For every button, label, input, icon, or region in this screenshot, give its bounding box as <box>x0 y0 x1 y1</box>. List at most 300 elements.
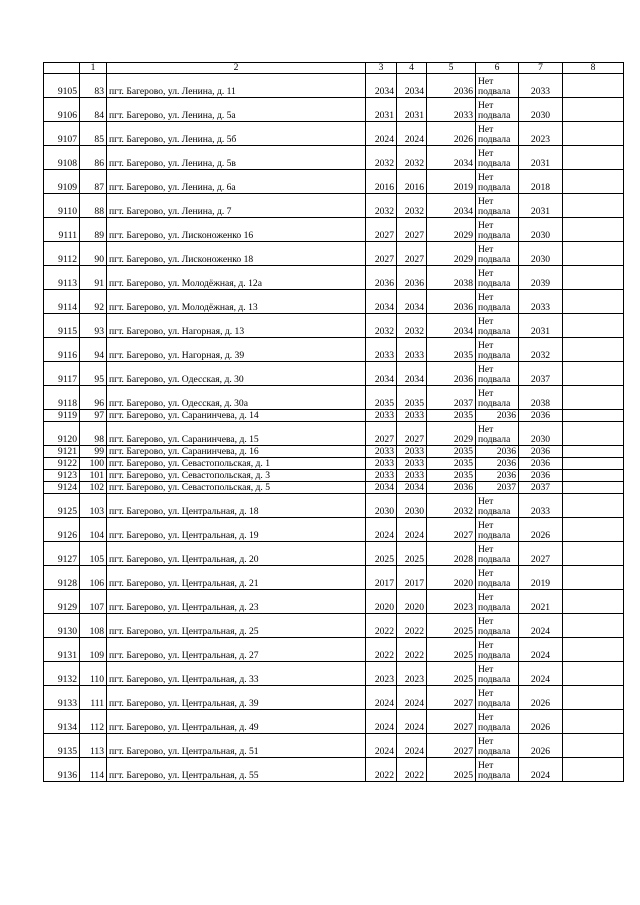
col6-cell <box>476 362 519 386</box>
table-row <box>44 242 624 266</box>
col5-cell: 2029 <box>427 422 476 446</box>
row-number-cell: 103 <box>80 494 107 518</box>
col3-cell: 2027 <box>366 218 397 242</box>
basement-status-line1: Нет <box>478 640 494 651</box>
col6-cell: 2036 <box>476 410 519 422</box>
col3-cell: 2033 <box>366 410 397 422</box>
col7-cell: 2024 <box>519 614 563 638</box>
col5-cell: 2036 <box>427 362 476 386</box>
col8-cell <box>563 494 624 518</box>
table-row <box>44 290 624 314</box>
table-row <box>44 638 624 662</box>
col8-cell <box>563 146 624 170</box>
col3-cell: 2027 <box>366 422 397 446</box>
basement-status-line1: Нет <box>478 244 494 255</box>
header-cell-7: 7 <box>519 63 563 74</box>
col7-cell: 2026 <box>519 686 563 710</box>
col6-cell <box>476 218 519 242</box>
basement-status-line2: подвала <box>478 650 511 661</box>
col4-cell: 2025 <box>397 542 427 566</box>
row-id-cell: 9119 <box>44 410 80 422</box>
row-number-cell: 88 <box>80 194 107 218</box>
header-cell-8: 8 <box>563 63 624 74</box>
row-id-cell: 9111 <box>44 218 80 242</box>
table-row <box>44 74 624 98</box>
table-row <box>44 686 624 710</box>
basement-status-line2: подвала <box>478 230 511 241</box>
table-row <box>44 170 624 194</box>
col6-cell <box>476 242 519 266</box>
row-number-cell: 102 <box>80 482 107 494</box>
address-cell: пгт. Багерово, ул. Одесская, д. 30 <box>107 362 366 386</box>
col8-cell <box>563 242 624 266</box>
basement-status-line1: Нет <box>478 340 494 351</box>
col4-cell: 2034 <box>397 74 427 98</box>
row-id-cell: 9125 <box>44 494 80 518</box>
table-row <box>44 314 624 338</box>
address-cell: пгт. Багерово, ул. Саранинчева, д. 16 <box>107 446 366 458</box>
header-cell-0 <box>44 63 80 74</box>
col3-cell: 2031 <box>366 98 397 122</box>
address-cell: пгт. Багерово, ул. Центральная, д. 23 <box>107 590 366 614</box>
basement-status-line2: подвала <box>478 770 511 781</box>
row-number-cell: 95 <box>80 362 107 386</box>
col5-cell: 2034 <box>427 194 476 218</box>
col4-cell: 2024 <box>397 686 427 710</box>
address-cell: пгт. Багерово, ул. Центральная, д. 25 <box>107 614 366 638</box>
register-table <box>43 62 624 782</box>
address-cell: пгт. Багерово, ул. Центральная, д. 33 <box>107 662 366 686</box>
col6-cell <box>476 566 519 590</box>
table-row <box>44 566 624 590</box>
col7-cell: 2033 <box>519 494 563 518</box>
basement-status-line1: Нет <box>478 100 494 111</box>
col5-cell: 2023 <box>427 590 476 614</box>
col8-cell <box>563 518 624 542</box>
col6-cell <box>476 686 519 710</box>
table-row <box>44 362 624 386</box>
col5-cell: 2027 <box>427 518 476 542</box>
col3-cell: 2030 <box>366 494 397 518</box>
address-cell: пгт. Багерово, ул. Молодёжная, д. 13 <box>107 290 366 314</box>
col7-cell: 2030 <box>519 422 563 446</box>
col3-cell: 2034 <box>366 482 397 494</box>
col4-cell: 2036 <box>397 266 427 290</box>
col7-cell: 2024 <box>519 758 563 782</box>
col6-cell <box>476 614 519 638</box>
col3-cell: 2025 <box>366 542 397 566</box>
col5-cell: 2035 <box>427 446 476 458</box>
basement-status-line1: Нет <box>478 688 494 699</box>
col4-cell: 2022 <box>397 758 427 782</box>
col7-cell: 2023 <box>519 122 563 146</box>
address-cell: пгт. Багерово, ул. Центральная, д. 20 <box>107 542 366 566</box>
col8-cell <box>563 614 624 638</box>
col6-cell <box>476 494 519 518</box>
address-cell: пгт. Багерово, ул. Ленина, д. 5а <box>107 98 366 122</box>
col6-cell <box>476 758 519 782</box>
row-number-cell: 96 <box>80 386 107 410</box>
basement-status-line1: Нет <box>478 292 494 303</box>
row-number-cell: 94 <box>80 338 107 362</box>
col8-cell <box>563 446 624 458</box>
address-cell: пгт. Багерово, ул. Ленина, д. 5б <box>107 122 366 146</box>
table-row <box>44 266 624 290</box>
address-cell: пгт. Багерово, ул. Центральная, д. 18 <box>107 494 366 518</box>
header-cell-5: 5 <box>427 63 476 74</box>
col3-cell: 2024 <box>366 734 397 758</box>
basement-status-line2: подвала <box>478 530 511 541</box>
row-number-cell: 101 <box>80 470 107 482</box>
row-id-cell: 9114 <box>44 290 80 314</box>
col8-cell <box>563 470 624 482</box>
col5-cell: 2036 <box>427 290 476 314</box>
address-cell: пгт. Багерово, ул. Лисконоженко 16 <box>107 218 366 242</box>
col7-cell: 2026 <box>519 734 563 758</box>
col5-cell: 2036 <box>427 74 476 98</box>
address-cell: пгт. Багерово, ул. Нагорная, д. 13 <box>107 314 366 338</box>
table-row <box>44 194 624 218</box>
col8-cell <box>563 542 624 566</box>
col4-cell: 2017 <box>397 566 427 590</box>
table-row <box>44 146 624 170</box>
col4-cell: 2023 <box>397 662 427 686</box>
basement-status-line1: Нет <box>478 76 494 87</box>
col7-cell: 2024 <box>519 638 563 662</box>
address-cell: пгт. Багерово, ул. Центральная, д. 55 <box>107 758 366 782</box>
col4-cell: 2022 <box>397 638 427 662</box>
row-number-cell: 104 <box>80 518 107 542</box>
col8-cell <box>563 98 624 122</box>
basement-status-line1: Нет <box>478 712 494 723</box>
address-cell: пгт. Багерово, ул. Центральная, д. 21 <box>107 566 366 590</box>
address-cell: пгт. Багерово, ул. Севастопольская, д. 1 <box>107 458 366 470</box>
basement-status-line1: Нет <box>478 760 494 771</box>
table-row <box>44 446 624 458</box>
row-number-cell: 106 <box>80 566 107 590</box>
col3-cell: 2033 <box>366 458 397 470</box>
col7-cell: 2030 <box>519 98 563 122</box>
basement-status-line1: Нет <box>478 364 494 375</box>
row-id-cell: 9120 <box>44 422 80 446</box>
row-id-cell: 9126 <box>44 518 80 542</box>
basement-status-line1: Нет <box>478 592 494 603</box>
address-cell: пгт. Багерово, ул. Центральная, д. 27 <box>107 638 366 662</box>
table-row <box>44 614 624 638</box>
row-number-cell: 83 <box>80 74 107 98</box>
table-row <box>44 734 624 758</box>
col8-cell <box>563 638 624 662</box>
col3-cell: 2016 <box>366 170 397 194</box>
row-id-cell: 9112 <box>44 242 80 266</box>
row-number-cell: 110 <box>80 662 107 686</box>
row-id-cell: 9123 <box>44 470 80 482</box>
row-id-cell: 9128 <box>44 566 80 590</box>
basement-status-line1: Нет <box>478 664 494 675</box>
address-cell: пгт. Багерово, ул. Центральная, д. 51 <box>107 734 366 758</box>
basement-status-line1: Нет <box>478 388 494 399</box>
col3-cell: 2034 <box>366 362 397 386</box>
row-number-cell: 87 <box>80 170 107 194</box>
address-cell: пгт. Багерово, ул. Саранинчева, д. 15 <box>107 422 366 446</box>
col6-cell: 2036 <box>476 470 519 482</box>
row-number-cell: 114 <box>80 758 107 782</box>
col5-cell: 2038 <box>427 266 476 290</box>
table-row <box>44 482 624 494</box>
basement-status-line2: подвала <box>478 398 511 409</box>
col7-cell: 2031 <box>519 314 563 338</box>
col7-cell: 2026 <box>519 518 563 542</box>
col6-cell <box>476 710 519 734</box>
col5-cell: 2025 <box>427 758 476 782</box>
address-cell: пгт. Багерово, ул. Ленина, д. 7 <box>107 194 366 218</box>
col3-cell: 2035 <box>366 386 397 410</box>
col6-cell <box>476 194 519 218</box>
col8-cell <box>563 758 624 782</box>
col5-cell: 2029 <box>427 242 476 266</box>
row-number-cell: 84 <box>80 98 107 122</box>
col5-cell: 2037 <box>427 386 476 410</box>
col3-cell: 2032 <box>366 146 397 170</box>
col4-cell: 2032 <box>397 314 427 338</box>
col8-cell <box>563 170 624 194</box>
table-row <box>44 758 624 782</box>
col3-cell: 2034 <box>366 74 397 98</box>
col6-cell <box>476 290 519 314</box>
row-id-cell: 9130 <box>44 614 80 638</box>
table-row <box>44 590 624 614</box>
basement-status-line2: подвала <box>478 110 511 121</box>
col5-cell: 2035 <box>427 470 476 482</box>
col5-cell: 2029 <box>427 218 476 242</box>
basement-status-line1: Нет <box>478 196 494 207</box>
address-cell: пгт. Багерово, ул. Ленина, д. 11 <box>107 74 366 98</box>
col8-cell <box>563 218 624 242</box>
col6-cell <box>476 314 519 338</box>
col7-cell: 2019 <box>519 566 563 590</box>
row-number-cell: 100 <box>80 458 107 470</box>
col6-cell <box>476 146 519 170</box>
address-cell: пгт. Багерово, ул. Нагорная, д. 39 <box>107 338 366 362</box>
row-number-cell: 109 <box>80 638 107 662</box>
col7-cell: 2021 <box>519 590 563 614</box>
col6-cell <box>476 98 519 122</box>
col4-cell: 2016 <box>397 170 427 194</box>
basement-status-line1: Нет <box>478 616 494 627</box>
row-number-cell: 90 <box>80 242 107 266</box>
col4-cell: 2033 <box>397 470 427 482</box>
row-id-cell: 9135 <box>44 734 80 758</box>
col8-cell <box>563 482 624 494</box>
table-row <box>44 338 624 362</box>
basement-status-line1: Нет <box>478 148 494 159</box>
row-id-cell: 9121 <box>44 446 80 458</box>
col4-cell: 2024 <box>397 122 427 146</box>
address-cell: пгт. Багерово, ул. Саранинчева, д. 14 <box>107 410 366 422</box>
col7-cell: 2018 <box>519 170 563 194</box>
col7-cell: 2027 <box>519 542 563 566</box>
table-row <box>44 470 624 482</box>
basement-status-line2: подвала <box>478 374 511 385</box>
col3-cell: 2022 <box>366 614 397 638</box>
basement-status-line2: подвала <box>478 86 511 97</box>
col6-cell <box>476 422 519 446</box>
col5-cell: 2027 <box>427 734 476 758</box>
row-id-cell: 9132 <box>44 662 80 686</box>
col8-cell <box>563 734 624 758</box>
row-id-cell: 9127 <box>44 542 80 566</box>
col5-cell: 2027 <box>427 686 476 710</box>
col3-cell: 2024 <box>366 686 397 710</box>
basement-status-line2: подвала <box>478 278 511 289</box>
row-number-cell: 113 <box>80 734 107 758</box>
col6-cell: 2036 <box>476 446 519 458</box>
col7-cell: 2031 <box>519 146 563 170</box>
col8-cell <box>563 710 624 734</box>
row-id-cell: 9115 <box>44 314 80 338</box>
row-number-cell: 99 <box>80 446 107 458</box>
col6-cell: 2037 <box>476 482 519 494</box>
basement-status-line1: Нет <box>478 220 494 231</box>
col6-cell <box>476 338 519 362</box>
col8-cell <box>563 314 624 338</box>
col5-cell: 2026 <box>427 122 476 146</box>
basement-status-line2: подвала <box>478 326 511 337</box>
col3-cell: 2024 <box>366 518 397 542</box>
col3-cell: 2024 <box>366 122 397 146</box>
row-id-cell: 9113 <box>44 266 80 290</box>
basement-status-line1: Нет <box>478 496 494 507</box>
col3-cell: 2027 <box>366 242 397 266</box>
col4-cell: 2031 <box>397 98 427 122</box>
col3-cell: 2032 <box>366 194 397 218</box>
table-body <box>44 63 624 782</box>
col8-cell <box>563 290 624 314</box>
row-number-cell: 108 <box>80 614 107 638</box>
col3-cell: 2017 <box>366 566 397 590</box>
col5-cell: 2027 <box>427 710 476 734</box>
col6-cell <box>476 122 519 146</box>
basement-status-line2: подвала <box>478 722 511 733</box>
table-row <box>44 422 624 446</box>
col7-cell: 2024 <box>519 662 563 686</box>
col8-cell <box>563 122 624 146</box>
col7-cell: 2036 <box>519 410 563 422</box>
col7-cell: 2033 <box>519 290 563 314</box>
address-cell: пгт. Багерово, ул. Центральная, д. 49 <box>107 710 366 734</box>
col3-cell: 2032 <box>366 314 397 338</box>
col7-cell: 2036 <box>519 446 563 458</box>
col4-cell: 2020 <box>397 590 427 614</box>
col3-cell: 2024 <box>366 710 397 734</box>
address-cell: пгт. Багерово, ул. Центральная, д. 39 <box>107 686 366 710</box>
col7-cell: 2037 <box>519 482 563 494</box>
col3-cell: 2022 <box>366 758 397 782</box>
col5-cell: 2034 <box>427 314 476 338</box>
col7-cell: 2037 <box>519 362 563 386</box>
col4-cell: 2034 <box>397 362 427 386</box>
row-number-cell: 93 <box>80 314 107 338</box>
col4-cell: 2034 <box>397 482 427 494</box>
table-row <box>44 710 624 734</box>
address-cell: пгт. Багерово, ул. Ленина, д. 5в <box>107 146 366 170</box>
col4-cell: 2027 <box>397 242 427 266</box>
col5-cell: 2020 <box>427 566 476 590</box>
col5-cell: 2028 <box>427 542 476 566</box>
col5-cell: 2025 <box>427 638 476 662</box>
basement-status-line2: подвала <box>478 134 511 145</box>
row-id-cell: 9133 <box>44 686 80 710</box>
col6-cell <box>476 590 519 614</box>
col6-cell <box>476 662 519 686</box>
col5-cell: 2019 <box>427 170 476 194</box>
col3-cell: 2020 <box>366 590 397 614</box>
col6-cell <box>476 386 519 410</box>
col5-cell: 2035 <box>427 410 476 422</box>
table-row <box>44 662 624 686</box>
basement-status-line2: подвала <box>478 698 511 709</box>
col4-cell: 2033 <box>397 338 427 362</box>
row-id-cell: 9124 <box>44 482 80 494</box>
basement-status-line2: подвала <box>478 506 511 517</box>
row-id-cell: 9116 <box>44 338 80 362</box>
col6-cell <box>476 518 519 542</box>
col4-cell: 2032 <box>397 146 427 170</box>
address-cell: пгт. Багерово, ул. Лисконоженко 18 <box>107 242 366 266</box>
basement-status-line2: подвала <box>478 626 511 637</box>
header-cell-2: 2 <box>107 63 366 74</box>
table-row <box>44 410 624 422</box>
col8-cell <box>563 686 624 710</box>
row-id-cell: 9110 <box>44 194 80 218</box>
row-id-cell: 9107 <box>44 122 80 146</box>
col5-cell: 2032 <box>427 494 476 518</box>
table-row <box>44 386 624 410</box>
col3-cell: 2022 <box>366 638 397 662</box>
basement-status-line1: Нет <box>478 424 494 435</box>
row-number-cell: 97 <box>80 410 107 422</box>
row-number-cell: 91 <box>80 266 107 290</box>
basement-status-line2: подвала <box>478 602 511 613</box>
col7-cell: 2039 <box>519 266 563 290</box>
col8-cell <box>563 194 624 218</box>
basement-status-line2: подвала <box>478 254 511 265</box>
col6-cell <box>476 266 519 290</box>
col3-cell: 2034 <box>366 290 397 314</box>
col4-cell: 2032 <box>397 194 427 218</box>
row-id-cell: 9108 <box>44 146 80 170</box>
col3-cell: 2023 <box>366 662 397 686</box>
col8-cell <box>563 590 624 614</box>
col4-cell: 2022 <box>397 614 427 638</box>
col8-cell <box>563 458 624 470</box>
col4-cell: 2024 <box>397 734 427 758</box>
basement-status-line2: подвала <box>478 182 511 193</box>
col5-cell: 2025 <box>427 614 476 638</box>
header-cell-3: 3 <box>366 63 397 74</box>
basement-status-line1: Нет <box>478 316 494 327</box>
col6-cell <box>476 542 519 566</box>
col5-cell: 2033 <box>427 98 476 122</box>
header-row <box>44 63 624 74</box>
col7-cell: 2038 <box>519 386 563 410</box>
col8-cell <box>563 410 624 422</box>
col3-cell: 2033 <box>366 338 397 362</box>
col5-cell: 2034 <box>427 146 476 170</box>
row-number-cell: 98 <box>80 422 107 446</box>
address-cell: пгт. Багерово, ул. Одесская, д. 30а <box>107 386 366 410</box>
row-id-cell: 9105 <box>44 74 80 98</box>
